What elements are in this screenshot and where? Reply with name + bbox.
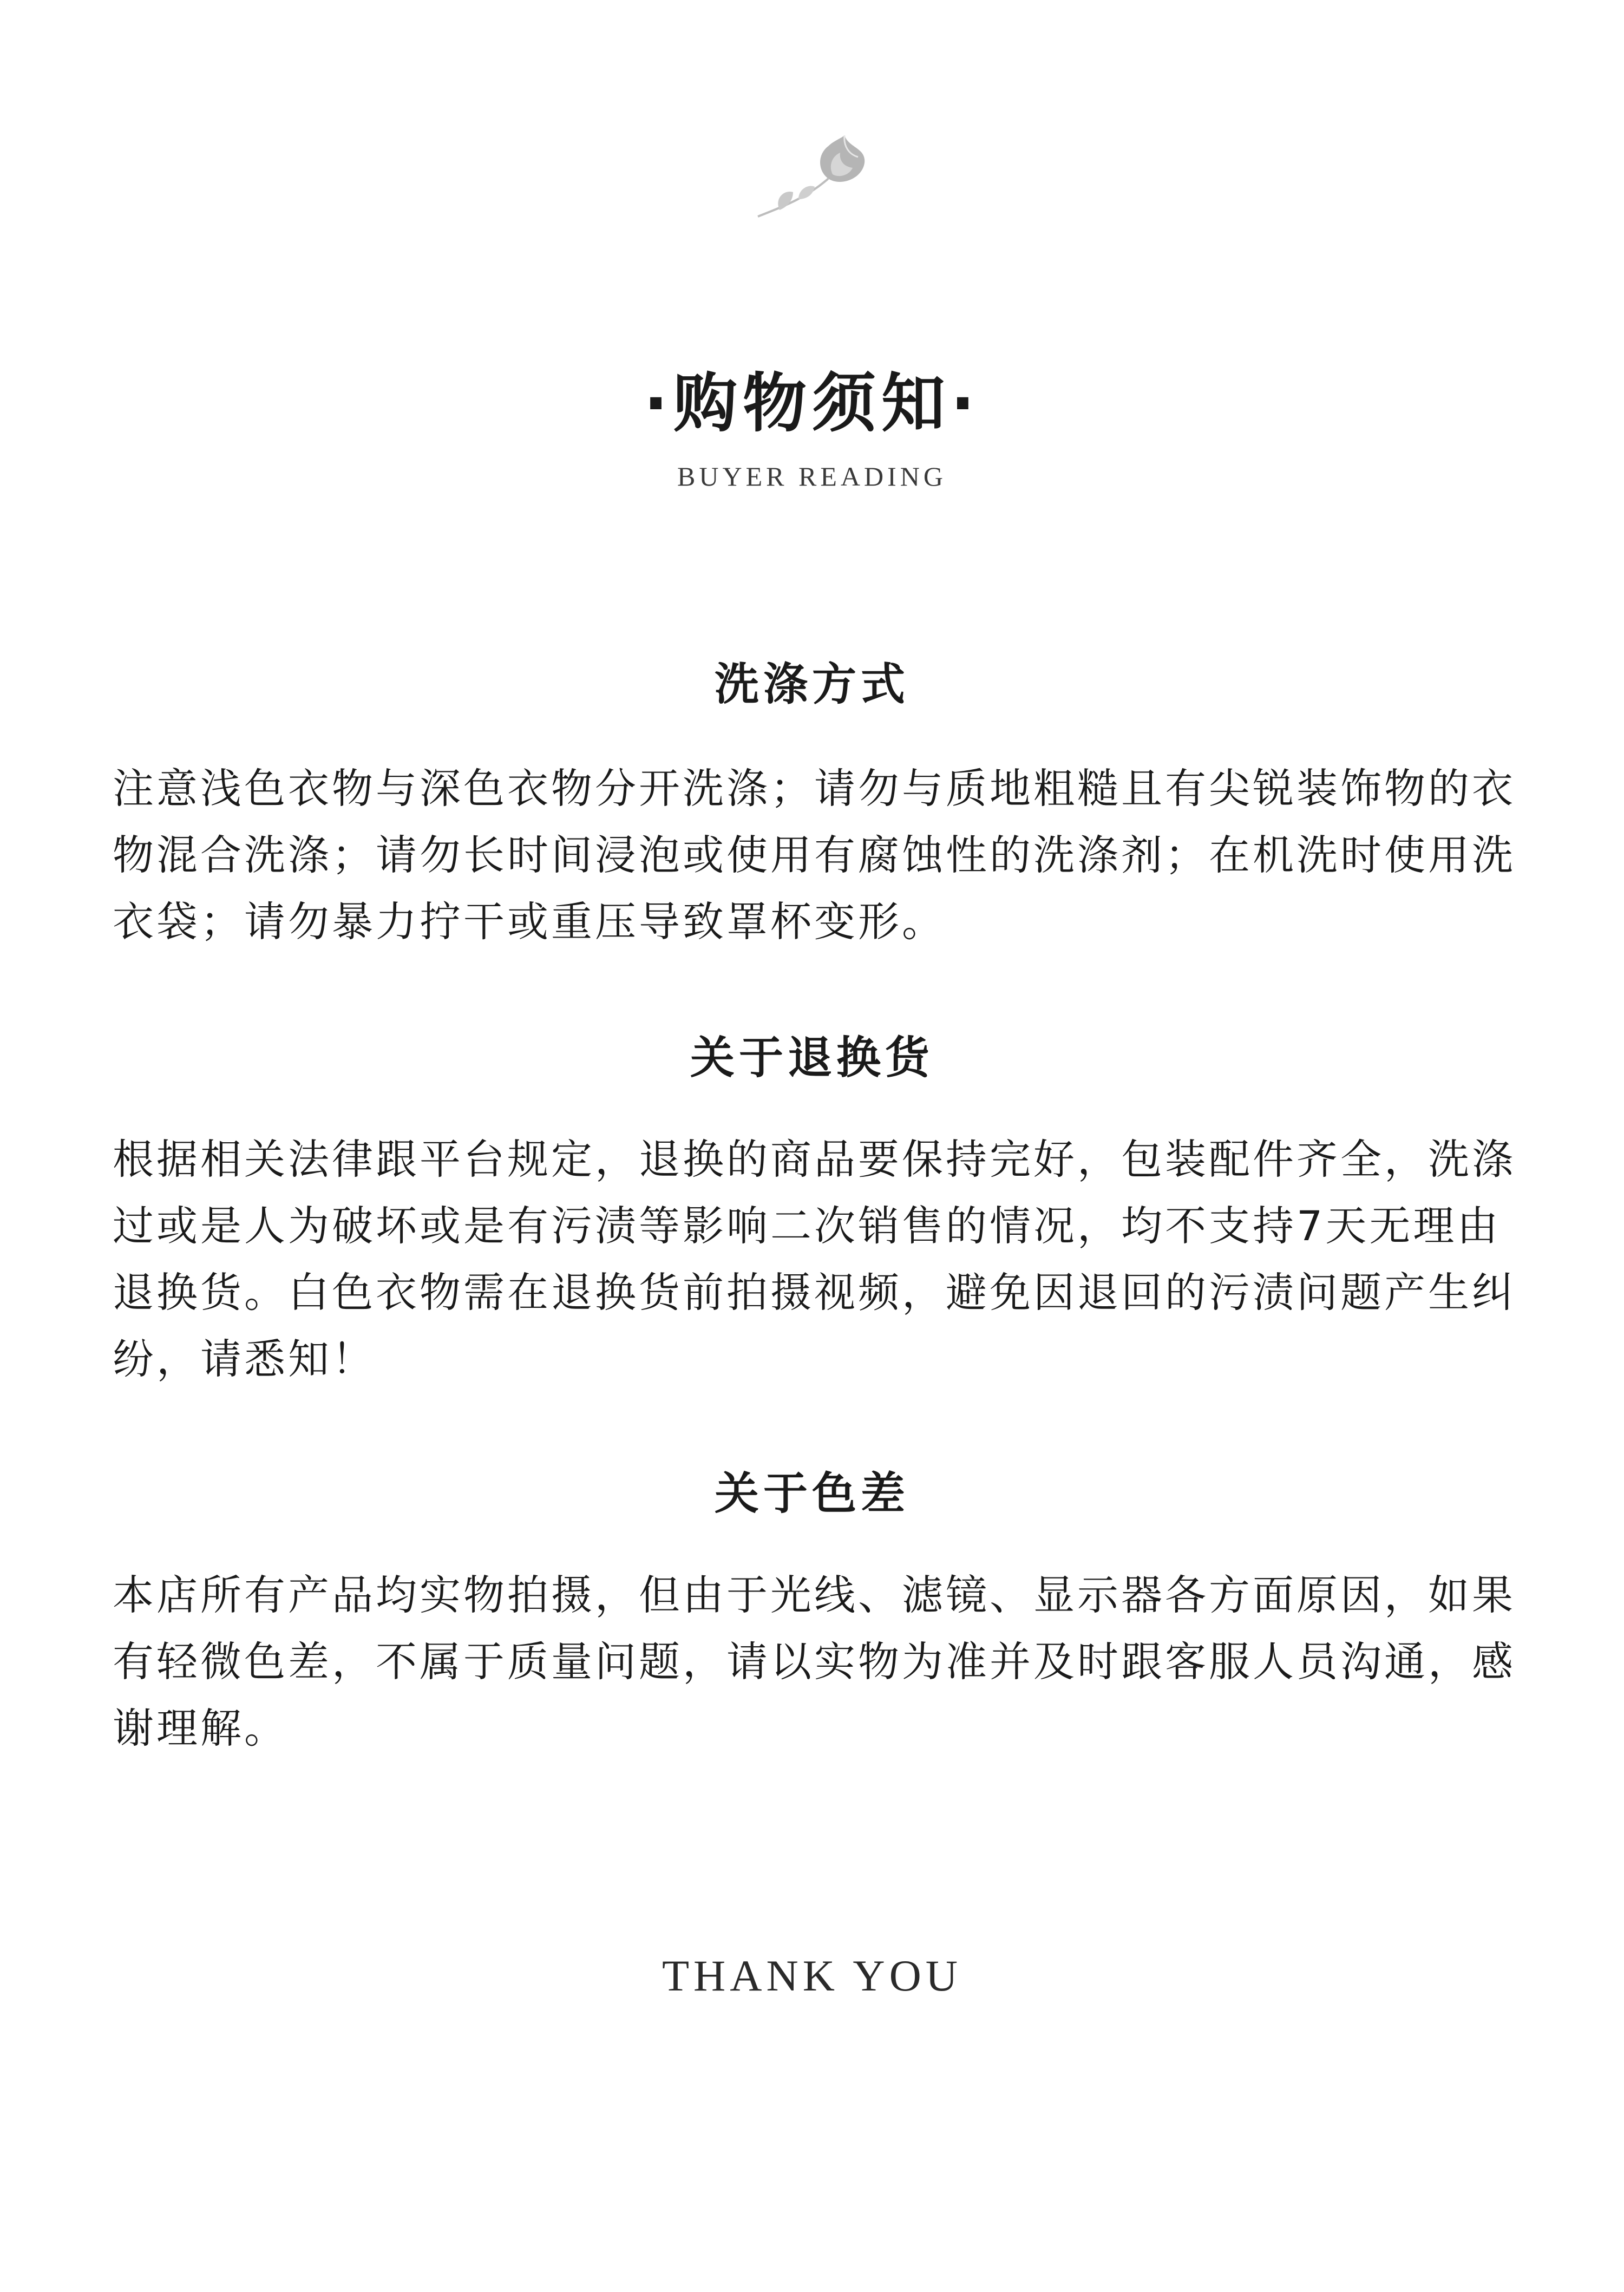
thank-you-text: THANK YOU: [662, 1951, 962, 2000]
section-heading-color: 关于色差: [714, 1468, 909, 1520]
section-body-washing: 注意浅色衣物与深色衣物分开洗涤；请勿与质地粗糙且有尖锐装饰物的衣物混合洗涤；请勿长时间浸泡或使用有腐蚀性的洗涤剂；在机洗时使用洗衣袋；请勿暴力拧干或重压导致罩杯变形。: [113, 764, 1516, 946]
section-body-returns: 根据相关法律跟平台规定，退换的商品要保持完好，包装配件齐全，洗涤过或是人为破坏或是有污渍等影响二次销售的情况，均不支持7天无理由退换货。白色衣物需在退换货前拍摄视频，避免因退回的污渍问题产生纠纷，请悉知！: [113, 1135, 1516, 1383]
page-title: ·购物须知·: [644, 366, 980, 441]
section-heading-returns: 关于退换货: [690, 1032, 934, 1084]
section-heading-washing: 洗涤方式: [714, 659, 909, 710]
section-body-color: 本店所有产品均实物拍摄，但由于光线、滤镜、显示器各方面原因，如果有轻微色差，不属于质量问题，请以实物为准并及时跟客服人员沟通，感谢理解。: [113, 1571, 1516, 1752]
rose-icon: [747, 135, 882, 227]
page-subtitle: BUYER READING: [677, 461, 947, 492]
